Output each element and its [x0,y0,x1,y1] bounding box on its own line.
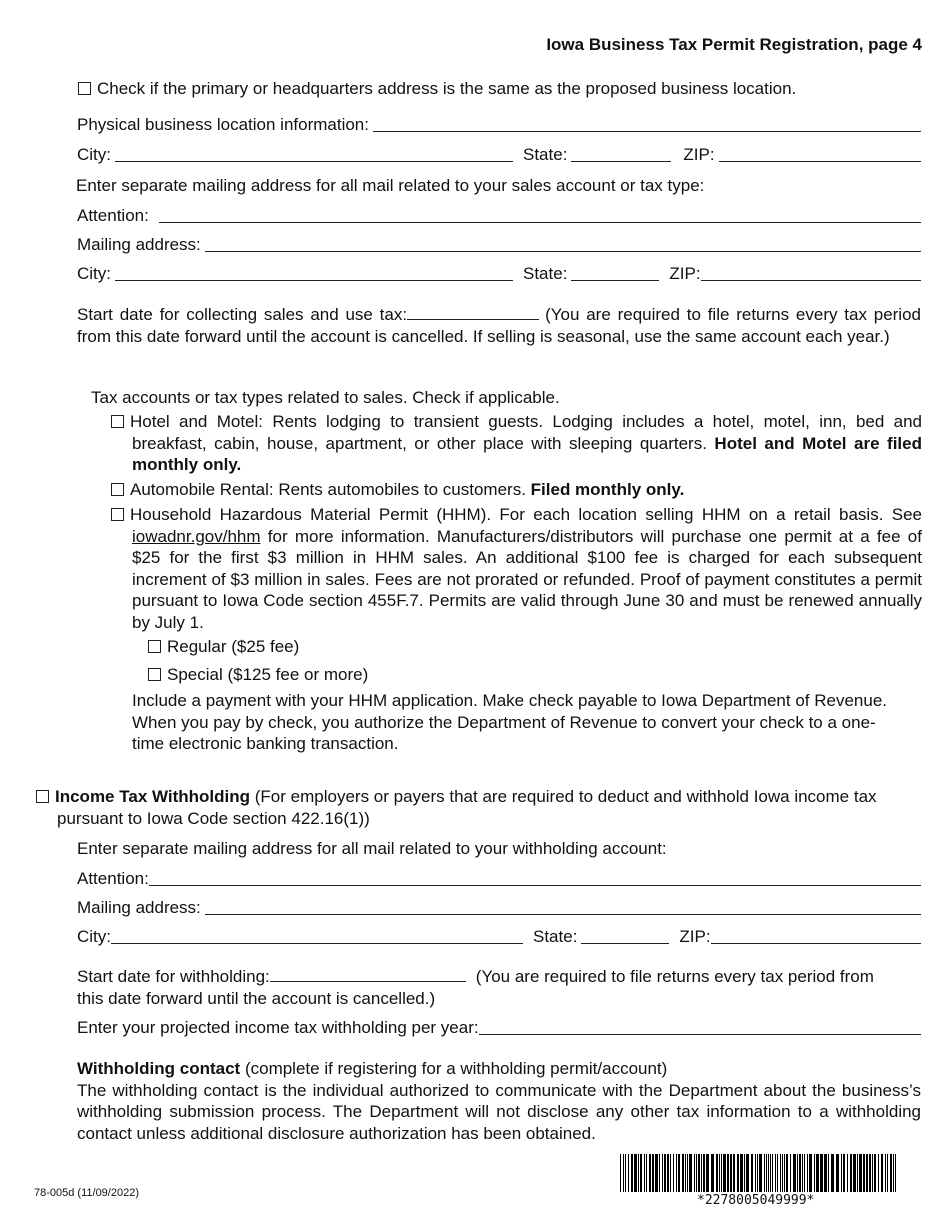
barcode-bar [802,1154,803,1192]
location-city-label: City: [77,145,111,164]
barcode-bar [814,1154,815,1192]
location-state-label: State: [523,145,568,164]
barcode-bar [744,1154,745,1192]
barcode-bar [755,1154,756,1192]
barcode-bar [847,1154,848,1192]
barcode-bar [780,1154,781,1192]
barcode-bar [841,1154,842,1192]
barcode-bar [644,1154,645,1192]
hotel-motel-note: Hotel and Motel are filed monthly only. [132,433,922,474]
hhm-text-1: Household Hazardous Material Permit (HHM). For each location selling HHM on a retail basis. See [130,505,922,524]
barcode-bar [828,1154,829,1192]
barcode-bar [733,1154,735,1192]
barcode-bar [759,1154,762,1192]
location-zip-field[interactable] [719,146,921,162]
barcode-bar [784,1154,785,1192]
withholding-state-field[interactable] [581,928,669,944]
barcode-bar [640,1154,642,1192]
barcode-image [620,1154,898,1194]
barcode-bar [786,1154,788,1192]
barcode-bar [887,1154,888,1192]
sales-start-note: (You are required to file returns every tax period from this date forward until the account is cancelled. If selling is seasonal, use the same account each year.) [77,305,921,346]
auto-rental-option [111,479,922,501]
barcode-bar [631,1154,633,1192]
primary-same-address-option [78,78,796,99]
barcode-bar [874,1154,876,1192]
sales-state-field[interactable] [571,265,659,281]
withholding-contact-text: The withholding contact is the individual authorized to communicate with the Department about the business’s withholding submission process. The Department will not disclose any other tax information to a withholding contact unless additional disclosure authorization has been obtained. [77,1080,921,1143]
barcode-bar [872,1154,873,1192]
withholding-desc: (For employers or payers that are required to deduct and withhold Iowa income tax pursuant to Iowa Code section 422.16(1)) [57,787,877,828]
barcode-bar [711,1154,714,1192]
sales-start-label: Start date for collecting sales and use tax: [77,305,408,324]
sales-city-label: City: [77,264,111,283]
sales-attention-field[interactable] [159,207,921,223]
sales-mailing-label: Mailing address: [77,235,201,254]
auto-rental-text: Automobile Rental: Rents automobiles to customers. [130,480,526,499]
barcode-bar [727,1154,729,1192]
withholding-contact-title: Withholding contact [77,1059,241,1078]
location-city-row [77,144,921,165]
withholding-mailing-label: Mailing address: [77,898,201,917]
withholding-checkbox[interactable] [36,790,49,803]
physical-location-field[interactable] [373,116,921,132]
barcode-bar [881,1154,883,1192]
hhm-regular-checkbox[interactable] [148,640,161,653]
barcode-bar [843,1154,845,1192]
location-zip-label: ZIP: [683,145,715,164]
withholding-contact-section [77,1058,921,1144]
barcode-bar [662,1154,663,1192]
barcode-bar [764,1154,765,1192]
withholding-mailing-intro: Enter separate mailing address for all mail related to your withholding account: [77,839,667,858]
barcode-bar [853,1154,856,1192]
barcode-bar [820,1154,823,1192]
barcode-bar [723,1154,726,1192]
sales-attention-label: Attention: [77,206,149,225]
barcode-bar [696,1154,697,1192]
primary-same-address-label: Check if the primary or headquarters address is the same as the proposed business location. [97,79,797,98]
projected-withholding-row [77,1017,921,1038]
barcode-bar [649,1154,651,1192]
location-state-field[interactable] [571,146,671,162]
sales-city-row [77,263,921,284]
barcode-bar [703,1154,705,1192]
barcode-bar [793,1154,796,1192]
barcode-number: *2278005049999* [697,1193,815,1208]
barcode-bar [809,1154,812,1192]
sales-attention-row [77,205,921,226]
barcode-bar [659,1154,660,1192]
withholding-start-label: Start date for withholding: [77,967,270,986]
form-id: 78-005d (11/09/2022) [34,1187,139,1199]
withholding-city-field[interactable] [111,928,523,944]
barcode-bar [836,1154,839,1192]
withholding-mailing-row [77,897,921,918]
barcode-bar [670,1154,671,1192]
barcode-bar [625,1154,626,1192]
barcode-bar [620,1154,621,1192]
barcode-bar [790,1154,791,1192]
withholding-state-label: State: [533,927,578,946]
barcode-bar [799,1154,801,1192]
barcode-bar [895,1154,896,1192]
barcode-bar [772,1154,773,1192]
barcode-bar [890,1154,892,1192]
tax-types-intro: Tax accounts or tax types related to sales. Check if applicable. [91,388,560,407]
barcode-bar [775,1154,776,1192]
hhm-special-checkbox[interactable] [148,668,161,681]
withholding-city-label: City: [77,927,111,946]
withholding-start-paragraph [77,966,897,1009]
barcode-bar [628,1154,629,1192]
hhm-text-2: for more information. Manufacturers/distributors will purchase one permit at a fee of $25 for the first $3 million in HHM sales. An additional $100 fee is charged for each subsequent increment of $3 million in sales. Fees are not prorated or refunded. Proof of payment constitutes a permit pursuant to Iowa Code section 455F.7. Permits are valid through June 30 and must be renewed annually by July 1. [132,526,922,632]
withholding-contact-sub: (complete if registering for a withholding permit/account) [244,1059,668,1078]
barcode-bar [777,1154,778,1192]
barcode-bar [676,1154,677,1192]
sales-zip-label: ZIP: [669,264,701,283]
barcode-bar [638,1154,639,1192]
barcode-bar [782,1154,783,1192]
barcode-bar [766,1154,767,1192]
barcode-bar [687,1154,688,1192]
sales-mailing-field[interactable] [205,236,921,252]
barcode-bar [664,1154,666,1192]
withholding-zip-field[interactable] [711,928,921,944]
barcode-bar [698,1154,700,1192]
projected-withholding-field[interactable] [479,1019,921,1035]
barcode-bar [878,1154,879,1192]
sales-mailing-intro: Enter separate mailing address for all mail related to your sales account or tax type: [76,176,705,195]
barcode-bar [652,1154,654,1192]
sales-start-paragraph [77,304,921,347]
withholding-start-field[interactable] [270,967,466,982]
hhm-checkbox[interactable] [111,508,124,521]
barcode-bar [807,1154,808,1192]
withholding-option [36,786,897,829]
barcode-bar [757,1154,758,1192]
sales-start-field[interactable] [407,305,539,320]
withholding-title: Income Tax Withholding [55,787,251,806]
barcode-bar [816,1154,819,1192]
page-title: Iowa Business Tax Permit Registration, page 4 [546,35,922,54]
withholding-zip-label: ZIP: [679,927,711,946]
barcode-bar [655,1154,658,1192]
hhm-payment-note: Include a payment with your HHM application. Make check payable to Iowa Department of Revenue. When you pay by check, you authorize the Department of Revenue to convert your check to a one-time electronic banking transaction. [132,691,888,753]
hotel-motel-option [111,411,922,476]
barcode-bar [634,1154,637,1192]
barcode-bar [646,1154,647,1192]
barcode-bar [831,1154,834,1192]
physical-location-row [77,114,921,135]
withholding-mailing-field[interactable] [205,899,921,915]
withholding-attention-label: Attention: [77,869,149,888]
hhm-regular-label: Regular ($25 fee) [167,637,300,656]
barcode-bar [746,1154,749,1192]
sales-zip-field[interactable] [701,265,921,281]
barcode-bar [740,1154,743,1192]
barcode-bar [682,1154,684,1192]
barcode-bar [623,1154,624,1192]
barcode-bar [768,1154,769,1192]
barcode-bar [804,1154,805,1192]
barcode-bar [667,1154,669,1192]
hhm-special-option [148,664,368,685]
barcode-bar [737,1154,739,1192]
primary-same-address-checkbox[interactable] [78,82,91,95]
barcode-bar [673,1154,674,1192]
barcode-bar [824,1154,827,1192]
barcode-bar [706,1154,709,1192]
barcode-bar [701,1154,702,1192]
barcode-bar [859,1154,862,1192]
barcode-bar [685,1154,686,1192]
hhm-option [111,504,922,633]
barcode-bar [716,1154,718,1192]
barcode-bar [797,1154,798,1192]
barcode-bar [893,1154,894,1192]
withholding-attention-field[interactable] [149,870,921,886]
barcode-bar [866,1154,868,1192]
barcode-bar [689,1154,692,1192]
withholding-attention-row [77,868,921,889]
barcode-bar [770,1154,771,1192]
barcode-bar [751,1154,753,1192]
auto-rental-note: Filed monthly only. [530,480,685,499]
sales-state-label: State: [523,264,568,283]
hhm-link[interactable]: iowadnr.gov/hhm [132,526,261,546]
barcode-bar [885,1154,886,1192]
auto-rental-checkbox[interactable] [111,483,124,496]
withholding-start-note: (You are required to file returns every tax period from this date forward until the account is cancelled.) [77,967,874,1008]
sales-city-field[interactable] [115,265,513,281]
location-city-field[interactable] [115,146,513,162]
hhm-special-label: Special ($125 fee or more) [167,665,369,684]
barcode-bar [730,1154,732,1192]
hotel-motel-checkbox[interactable] [111,415,124,428]
withholding-city-row [77,926,921,947]
barcode-bar [678,1154,680,1192]
physical-location-label: Physical business location information: [77,115,369,134]
projected-withholding-label: Enter your projected income tax withholding per year: [77,1018,479,1037]
barcode-bar [719,1154,720,1192]
barcode-bar [694,1154,695,1192]
hotel-motel-text: Hotel and Motel: Rents lodging to transient guests. Lodging includes a hotel, motel, inn, bed and breakfast, cabin, house, apartment, or other place with sleeping quarters. [130,412,922,453]
hhm-regular-option [148,636,299,657]
barcode-bar [850,1154,852,1192]
barcode-bar [869,1154,871,1192]
barcode-bar [857,1154,858,1192]
barcode-bar [863,1154,865,1192]
barcode-bar [721,1154,722,1192]
sales-mailing-row [77,234,921,255]
